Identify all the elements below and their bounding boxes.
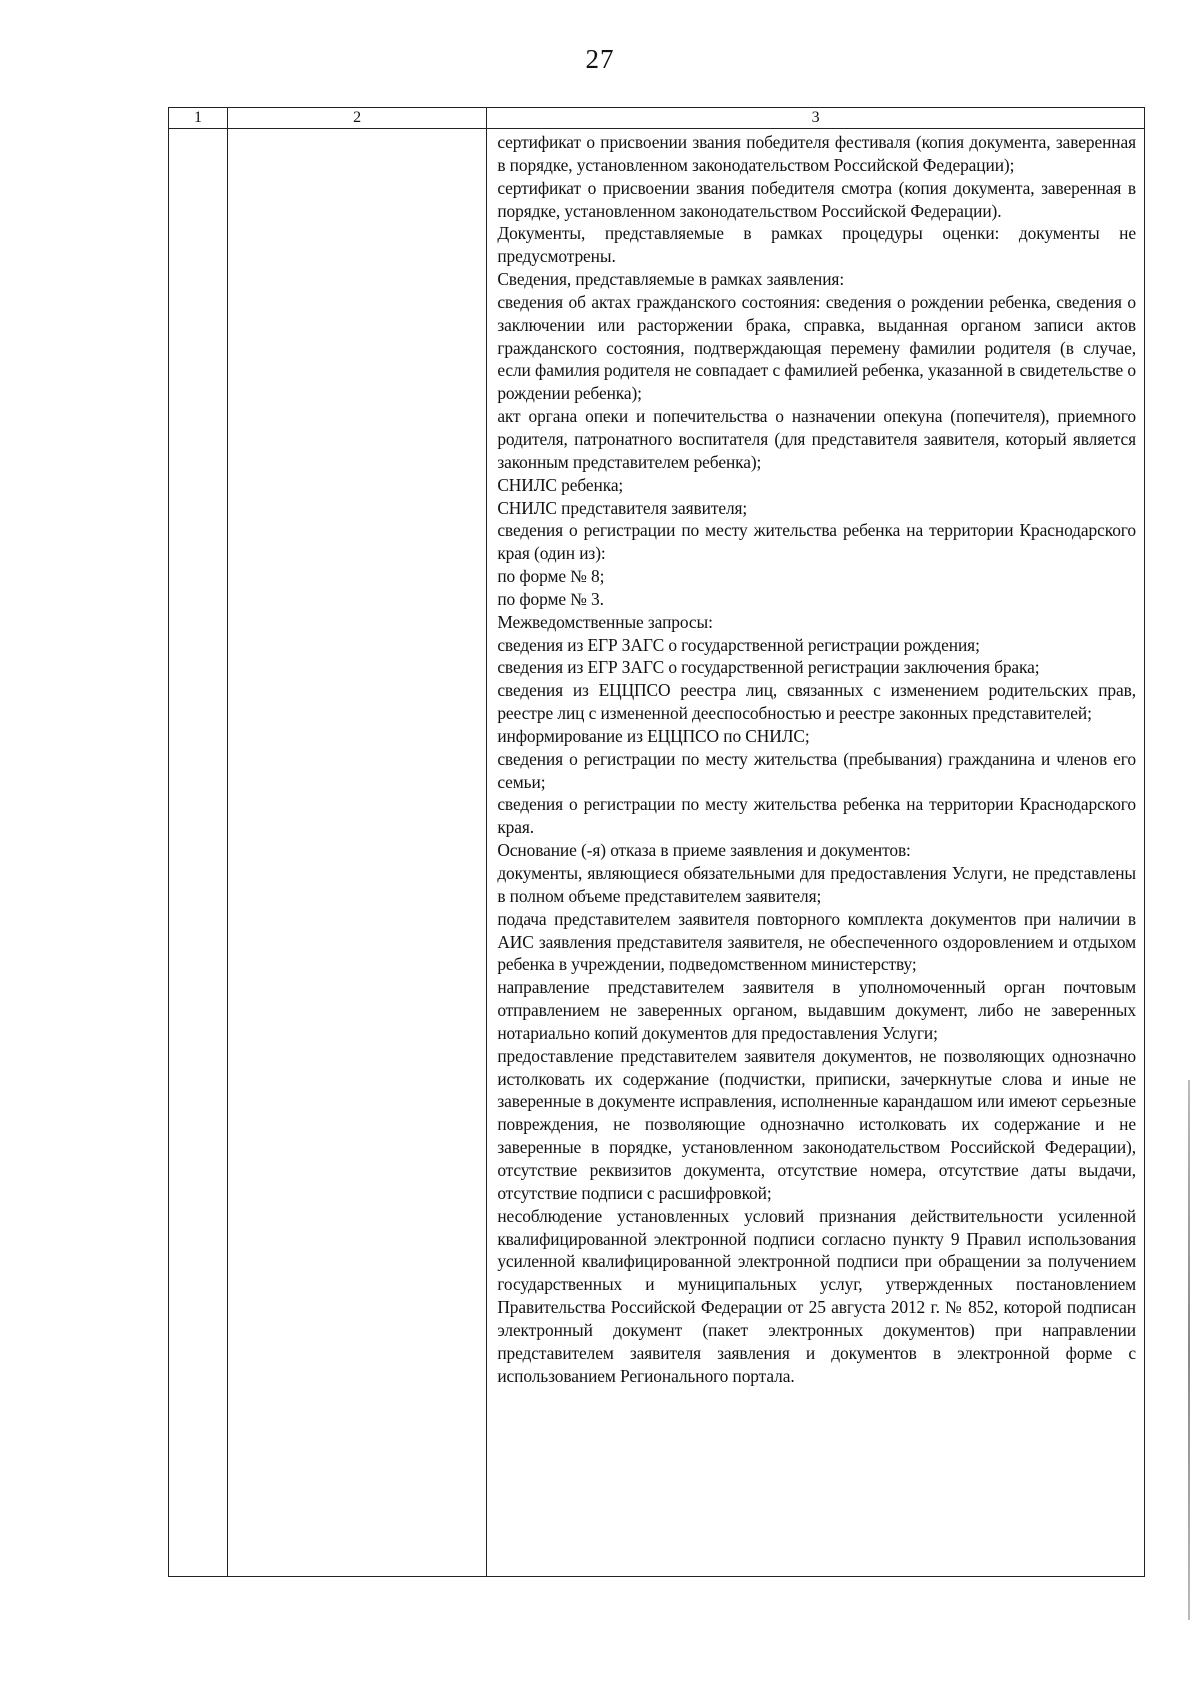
cell-col-2 xyxy=(228,129,487,1577)
header-col-1: 1 xyxy=(169,108,228,129)
header-col-3: 3 xyxy=(487,108,1145,129)
paragraph: сведения из ЕЦЦПСО реестра лиц, связанных с изменением родительских прав, реестре лиц с измененной дееспособностью и реестре законных представителей; xyxy=(497,680,1136,724)
paragraph: СНИЛС ребенка; xyxy=(497,474,624,495)
table-row xyxy=(169,129,1145,1577)
paragraph: направление представителем заявителя в уполномоченный орган почтовым отправлением не заверенных органом, выдавшим документ, либо не заверенных нотариально копий документов для предоставления Услуги; xyxy=(497,977,1136,1043)
table-header-row xyxy=(169,108,1145,129)
paragraph: сведения о регистрации по месту жительства ребенка на территории Краснодарского края (один из): xyxy=(497,520,1136,564)
paragraph: сведения из ЕГР ЗАГС о государственной регистрации рождения; xyxy=(497,634,980,655)
scan-edge-mark xyxy=(1188,1080,1190,1620)
paragraph: Основание (-я) отказа в приеме заявления и документов: xyxy=(497,840,911,861)
paragraph: сведения об актах гражданского состояния: сведения о рождении ребенка, сведения о заключении или расторжении брака, справка, выданная органом записи актов гражданского состояния, подтверждающая перемену фамилии родителя (в случае, если фамилия родителя не совпадает с фамилией ребенка, указанной в свидетельстве о рождении ребенка); xyxy=(497,291,1136,404)
header-col-2: 2 xyxy=(228,108,487,129)
paragraph: Межведомственные запросы: xyxy=(497,611,713,632)
cell-col-1 xyxy=(169,129,228,1577)
paragraph: Документы, представляемые в рамках процедуры оценки: документы не предусмотрены. xyxy=(497,223,1136,267)
paragraph: сведения из ЕГР ЗАГС о государственной регистрации заключения брака; xyxy=(497,657,1040,678)
paragraph: акт органа опеки и попечительства о назначении опекуна (попечителя), приемного родителя, патронатного воспитателя (для представителя заявителя, который является законным представителем ребенка); xyxy=(497,406,1136,472)
paragraph: документы, являющиеся обязательными для предоставления Услуги, не представлены в полном объеме представителем заявителя; xyxy=(497,863,1136,906)
paragraph: сертификат о присвоении звания победителя фестиваля (копия документа, заверенная в порядке, установленном законодательством Российской Федерации); xyxy=(497,132,1136,175)
paragraph: по форме № 3. xyxy=(497,588,604,609)
page-number: 27 xyxy=(585,44,615,74)
paragraph: СНИЛС представителя заявителя; xyxy=(497,497,748,518)
paragraph: по форме № 8; xyxy=(497,566,605,587)
paragraph: сведения о регистрации по месту жительства (пребывания) гражданина и членов его семьи; xyxy=(497,748,1136,792)
paragraph: информирование из ЕЦЦПСО по СНИЛС; xyxy=(497,725,810,746)
document-table xyxy=(168,107,1145,1577)
paragraph: несоблюдение установленных условий признания действительности усиленной квалифицированной электронной подписи согласно пункту 9 Правил использования усиленной квалифицированной электронной подписи при обращении за получением государственных и муниципальных услуг, утвержденных постановлением Правительства Российской Федерации от 25 августа 2012 г. № 852, которой подписан электронный документ (пакет электронных документов) при направлении представителем заявителя заявления и документов в электронной форме с использованием Регионального портала. xyxy=(497,1205,1136,1386)
paragraph: подача представителем заявителя повторного комплекта документов при наличии в АИС заявления представителя заявителя, не обеспеченного оздоровлением и отдыхом ребенка в учреждении, подведомственном министерству; xyxy=(497,908,1136,975)
cell-col-3 xyxy=(487,129,1145,1577)
paragraph: Сведения, представляемые в рамках заявления: xyxy=(497,269,845,290)
paragraph: предоставление представителем заявителя документов, не позволяющих однозначно истолковать их содержание (подчистки, приписки, зачеркнутые слова и иные не заверенные в документе исправления, исполненные карандашом или имеют серьезные повреждения, не позволяющие однозначно истолковать их содержание и не заверенные в порядке, установленном законодательством Российской Федерации), отсутствие реквизитов документа, отсутствие номера, отсутствие даты выдачи, отсутствие подписи с расшифровкой; xyxy=(497,1045,1136,1203)
paragraph: сертификат о присвоении звания победителя смотра (копия документа, заверенная в порядке, установленном законодательством Российской Федерации). xyxy=(497,177,1136,221)
paragraph: сведения о регистрации по месту жительства ребенка на территории Краснодарского края. xyxy=(497,794,1136,838)
